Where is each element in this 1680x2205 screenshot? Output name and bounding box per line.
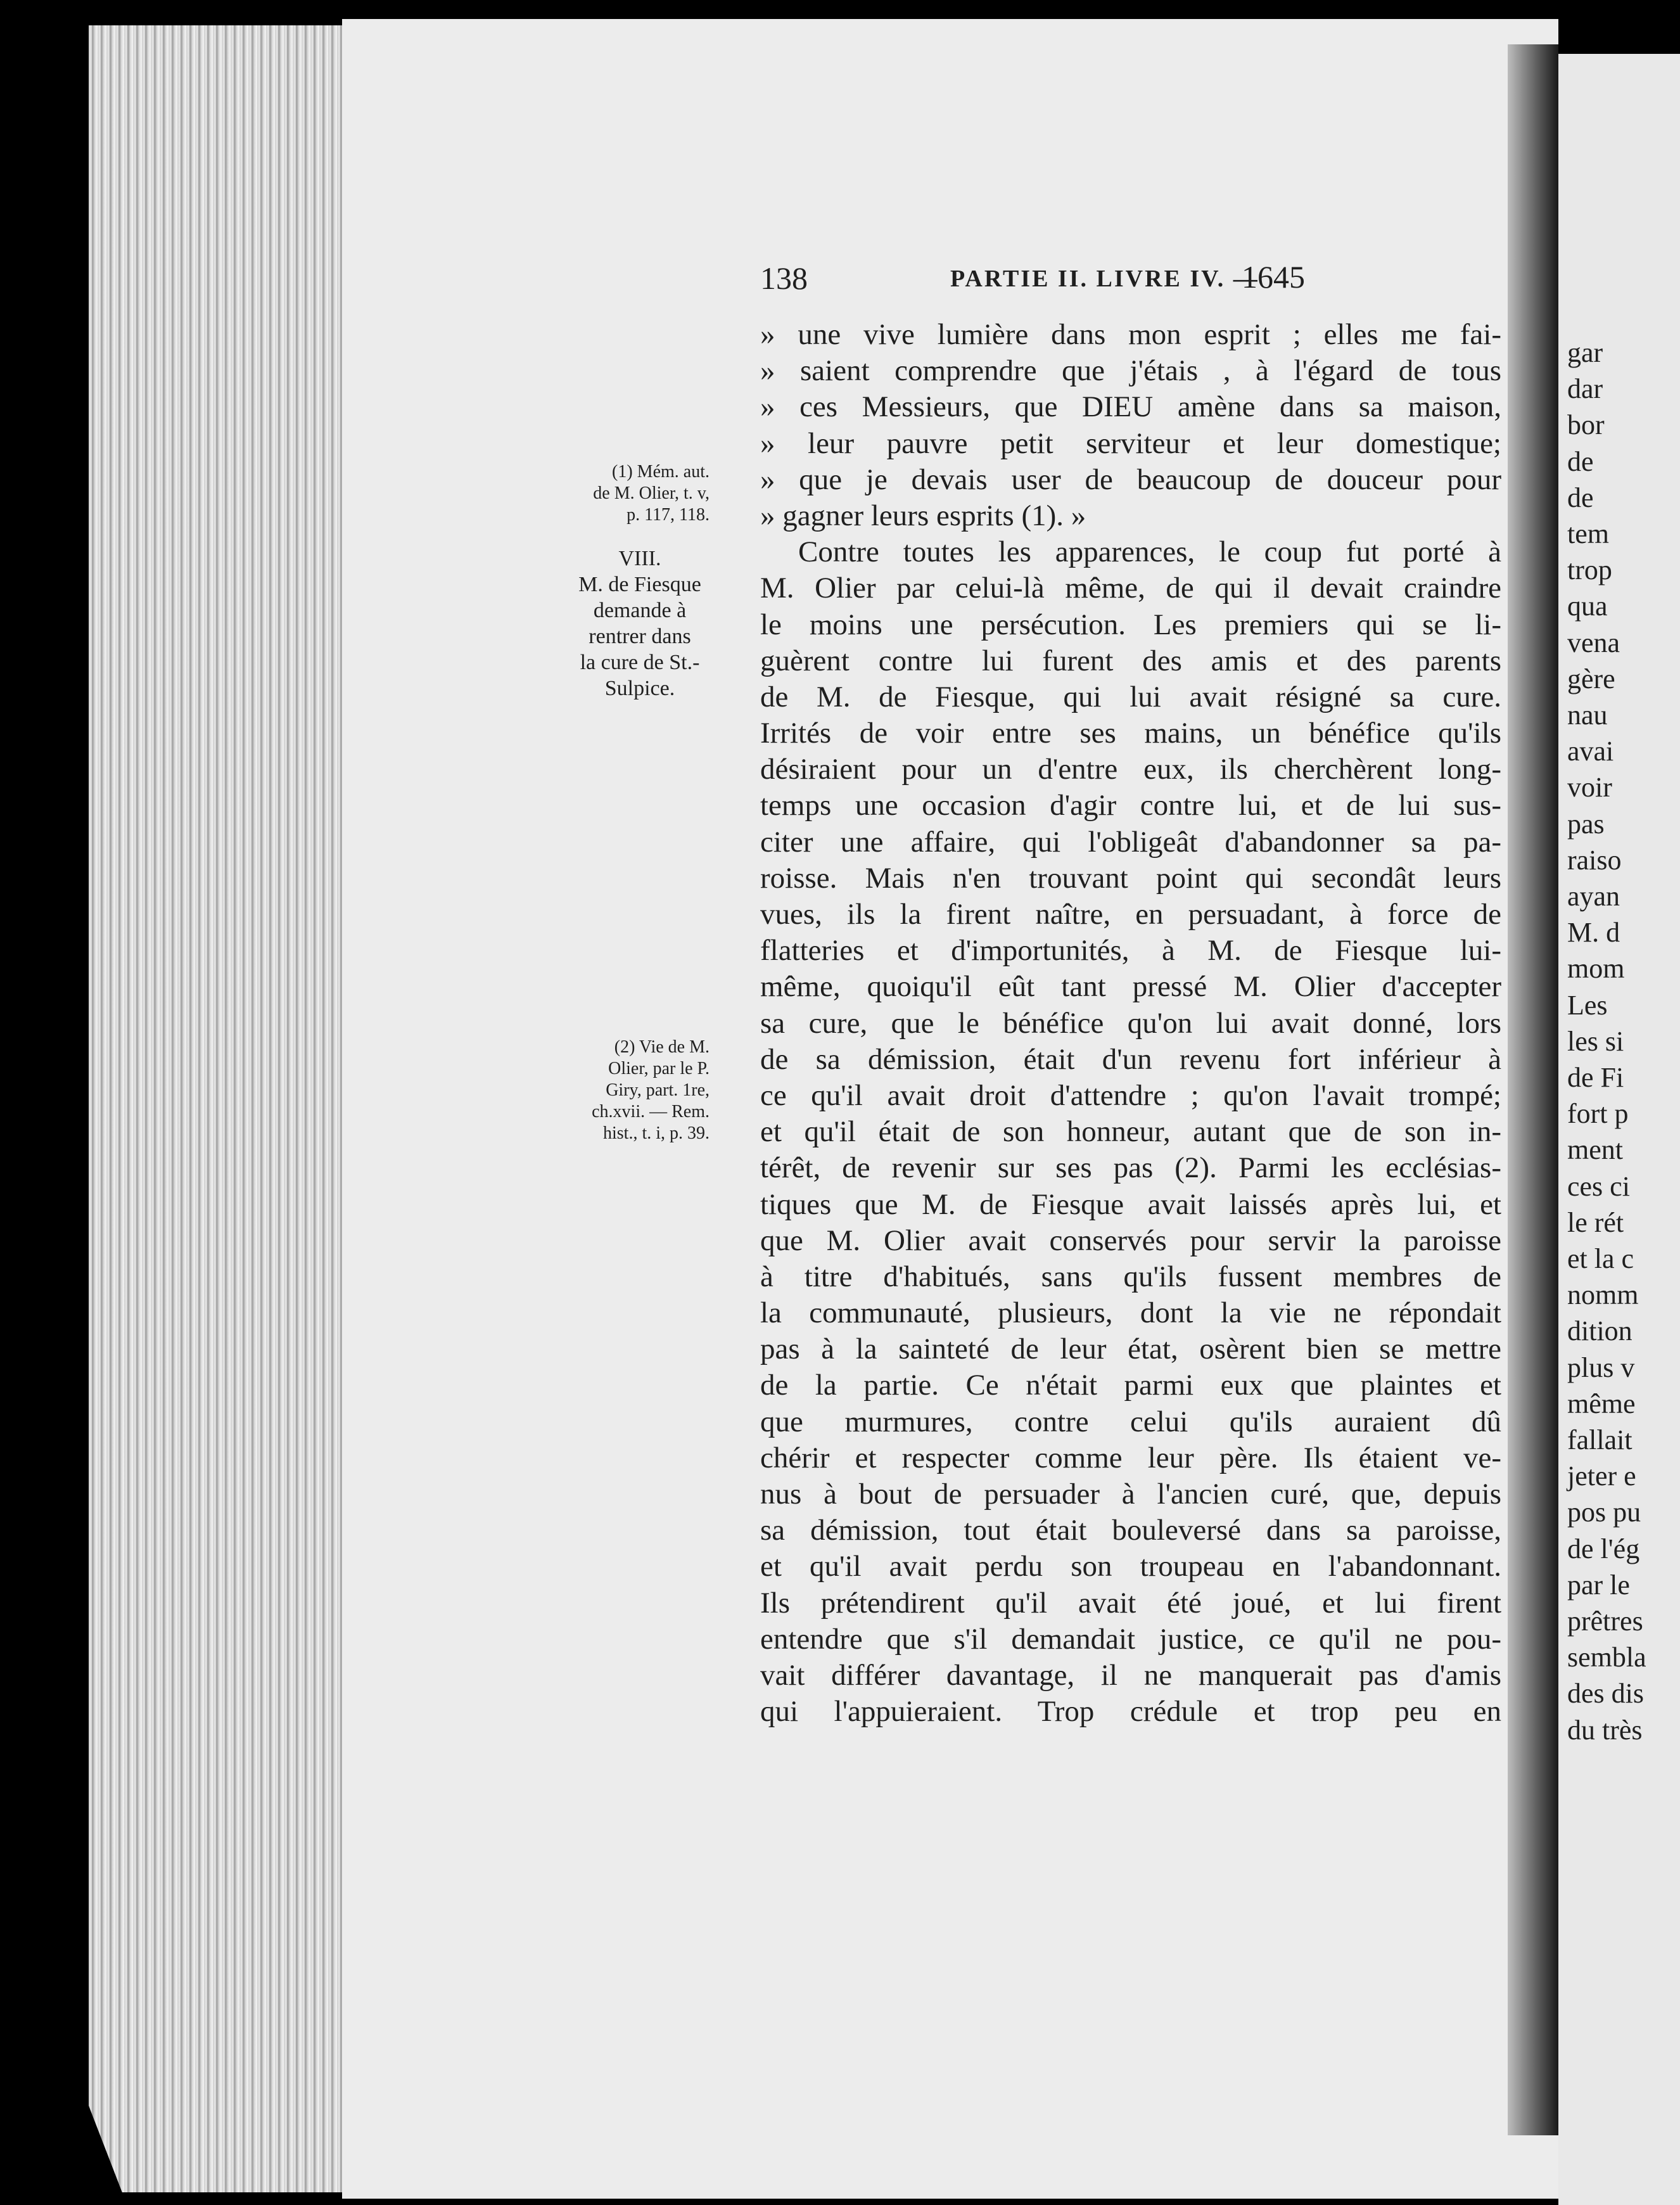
margin-footnote-1: [557, 461, 710, 526]
next-page-fragment: trop: [1567, 554, 1612, 586]
text-line: flatteries et d'importunités, à M. de Fiesque lui-: [760, 934, 1501, 968]
text-line: Ils prétendirent qu'il avait été joué, et lui firent: [760, 1586, 1501, 1620]
next-page-fragment: M. d: [1567, 917, 1620, 949]
text-line: entendre que s'il demandait justice, ce qu'il ne pou-: [760, 1622, 1501, 1656]
text-line: ce qu'il avait droit d'attendre ; qu'on l'avait trompé;: [760, 1078, 1501, 1112]
section-title-line: demande à: [593, 599, 687, 622]
section-number: VIII.: [618, 547, 661, 570]
text-line: » gagner leurs esprits (1). »: [760, 499, 1086, 532]
next-page-fragment: sembla: [1567, 1642, 1646, 1673]
text-line: de la partie. Ce n'était parmi eux que plaintes et: [760, 1369, 1501, 1402]
next-page-fragment: les si: [1567, 1025, 1624, 1057]
footnote-line: Giry, part. 1re,: [606, 1080, 710, 1100]
text-line: chérir et respecter comme leur père. Ils étaient ve-: [760, 1441, 1501, 1474]
margin-footnote-2: [557, 1037, 710, 1144]
text-line: » une vive lumière dans mon esprit ; elles me fai-: [760, 318, 1501, 351]
footnote-line: (1) Mém. aut.: [612, 462, 710, 482]
footnote-line: p. 117, 118.: [627, 505, 710, 525]
text-line: tiques que M. de Fiesque avait laissés après lui, et: [760, 1187, 1501, 1221]
next-page-fragment: pas: [1567, 808, 1605, 840]
next-page-fragment: vena: [1567, 627, 1620, 658]
next-page-fragment: plus v: [1567, 1352, 1635, 1383]
next-page-fragment: nau: [1567, 700, 1608, 731]
next-page-fragment: même: [1567, 1388, 1636, 1419]
next-page-fragment: voir: [1567, 772, 1612, 803]
page-edges: [89, 25, 367, 2192]
text-line: vues, ils la firent naître, en persuadant, à force de: [760, 898, 1501, 931]
next-page-fragment: raiso: [1567, 844, 1622, 876]
text-line: et qu'il était de son honneur, autant que de son in-: [760, 1115, 1501, 1149]
gutter-shadow: [1508, 44, 1558, 2135]
next-page-fragment: dition: [1567, 1315, 1632, 1347]
text-line: sa démission, tout était bouleversé dans sa paroisse,: [760, 1514, 1501, 1547]
section-title: [551, 572, 729, 701]
next-page-fragment: pos pu: [1567, 1497, 1641, 1528]
next-page-fragment: de: [1567, 482, 1594, 513]
text-line: Irrités de voir entre ses mains, un bénéfice qu'ils: [760, 717, 1501, 750]
section-title-line: la cure de St.-: [580, 651, 700, 674]
text-line: M. Olier par celui-là même, de qui il devait craindre: [760, 572, 1501, 605]
next-page-fragment: fort p: [1567, 1098, 1629, 1130]
body-text: [760, 317, 1501, 1730]
text-line: de M. de Fiesque, qui lui avait résigné sa cure.: [760, 680, 1501, 713]
text-line: que M. Olier avait conservés pour servir la paroisse: [760, 1224, 1501, 1257]
text-line: à titre d'habitués, sans qu'ils fussent membres de: [760, 1260, 1501, 1293]
text-line: de sa démission, était d'un revenu fort inférieur à: [760, 1042, 1501, 1076]
next-page-fragment: nomm: [1567, 1279, 1639, 1311]
next-page-fragment: bor: [1567, 409, 1605, 441]
next-page-fragment: gar: [1567, 337, 1603, 368]
next-page-fragment: des dis: [1567, 1678, 1644, 1710]
text-line: Contre toutes les apparences, le coup fut porté à: [798, 535, 1501, 569]
text-line: » leur pauvre petit serviteur et leur domestique;: [760, 426, 1501, 460]
footnote-line: de M. Olier, t. v,: [593, 483, 710, 503]
next-page-fragment: et la c: [1567, 1243, 1634, 1274]
text-line: temps une occasion d'agir contre lui, et de lui sus-: [760, 789, 1501, 822]
page-number: 138: [760, 260, 808, 296]
text-line: guèrent contre lui furent des amis et des parents: [760, 644, 1501, 677]
footnote-line: (2) Vie de M.: [614, 1037, 710, 1057]
next-page-fragment: le rét: [1567, 1206, 1624, 1238]
footnote-line: ch.xvii. — Rem.: [592, 1102, 710, 1122]
text-line: et qu'il avait perdu son troupeau en l'abandonnant.: [760, 1550, 1501, 1583]
next-page-fragment: de: [1567, 445, 1594, 477]
next-page-fragment: gère: [1567, 663, 1615, 694]
next-page-fragment: tem: [1567, 518, 1609, 549]
text-line: » ces Messieurs, que DIEU amène dans sa maison,: [760, 390, 1501, 424]
text-line: vait différer davantage, il ne manquerait pas d'amis: [760, 1658, 1501, 1692]
text-line: la communauté, plusieurs, dont la vie ne répondait: [760, 1296, 1501, 1330]
text-line: » que je devais user de beaucoup de douceur pour: [760, 463, 1501, 496]
text-line: roisse. Mais n'en trouvant point qui secondât leurs: [760, 861, 1501, 895]
next-page-fragment: de l'ég: [1567, 1533, 1640, 1564]
text-line: sa cure, que le bénéfice qu'on lui avait donné, lors: [760, 1006, 1501, 1040]
next-page-fragment: ces ci: [1567, 1170, 1630, 1202]
next-page-fragment: dar: [1567, 373, 1603, 405]
running-head: PARTIE II. LIVRE IV. —: [950, 265, 1259, 292]
next-page-edge: [1558, 54, 1680, 2205]
next-page-fragment: prêtres: [1567, 1606, 1643, 1637]
text-line: nus à bout de persuader à l'ancien curé, que, depuis: [760, 1478, 1501, 1511]
text-line: citer une affaire, qui l'obligeât d'abandonner sa pa-: [760, 825, 1501, 859]
next-page-fragment: avai: [1567, 736, 1614, 767]
section-title-line: rentrer dans: [589, 625, 691, 648]
next-page-fragment: mom: [1567, 953, 1625, 985]
next-page-fragment: de Fi: [1567, 1062, 1624, 1093]
footnote-line: hist., t. i, p. 39.: [602, 1123, 710, 1143]
footnote-line: Olier, par le P.: [608, 1059, 710, 1078]
text-line: térêt, de revenir sur ses pas (2). Parmi les ecclésias-: [760, 1151, 1501, 1185]
text-line: le moins une persécution. Les premiers qui se li-: [760, 608, 1501, 641]
text-line: qui l'appuieraient. Trop crédule et trop peu en: [760, 1695, 1501, 1729]
section-title-line: Sulpice.: [604, 677, 675, 700]
next-page-fragment: qua: [1567, 591, 1608, 622]
text-line: même, quoiqu'il eût tant pressé M. Olier d'accepter: [760, 970, 1501, 1004]
next-page-fragment: jeter e: [1567, 1460, 1636, 1492]
next-page-fragment: Les: [1567, 989, 1608, 1021]
text-line: » saient comprendre que j'étais , à l'égard de tous: [760, 354, 1501, 388]
section-title-line: M. de Fiesque: [578, 573, 701, 596]
next-page-fragment: du très: [1567, 1714, 1643, 1746]
next-page-fragment: fallait: [1567, 1424, 1632, 1455]
next-page-fragment: ayan: [1567, 881, 1620, 912]
next-page-fragment: ment: [1567, 1134, 1623, 1166]
next-page-fragment: par le: [1567, 1569, 1630, 1601]
text-line: que murmures, contre celui qu'ils auraient dû: [760, 1405, 1501, 1438]
running-year: 1645: [1242, 259, 1305, 295]
text-line: pas à la sainteté de leur état, osèrent bien se mettre: [760, 1333, 1501, 1366]
page-header: [760, 260, 1343, 298]
text-line: désiraient pour un d'entre eux, ils cherchèrent long-: [760, 753, 1501, 786]
